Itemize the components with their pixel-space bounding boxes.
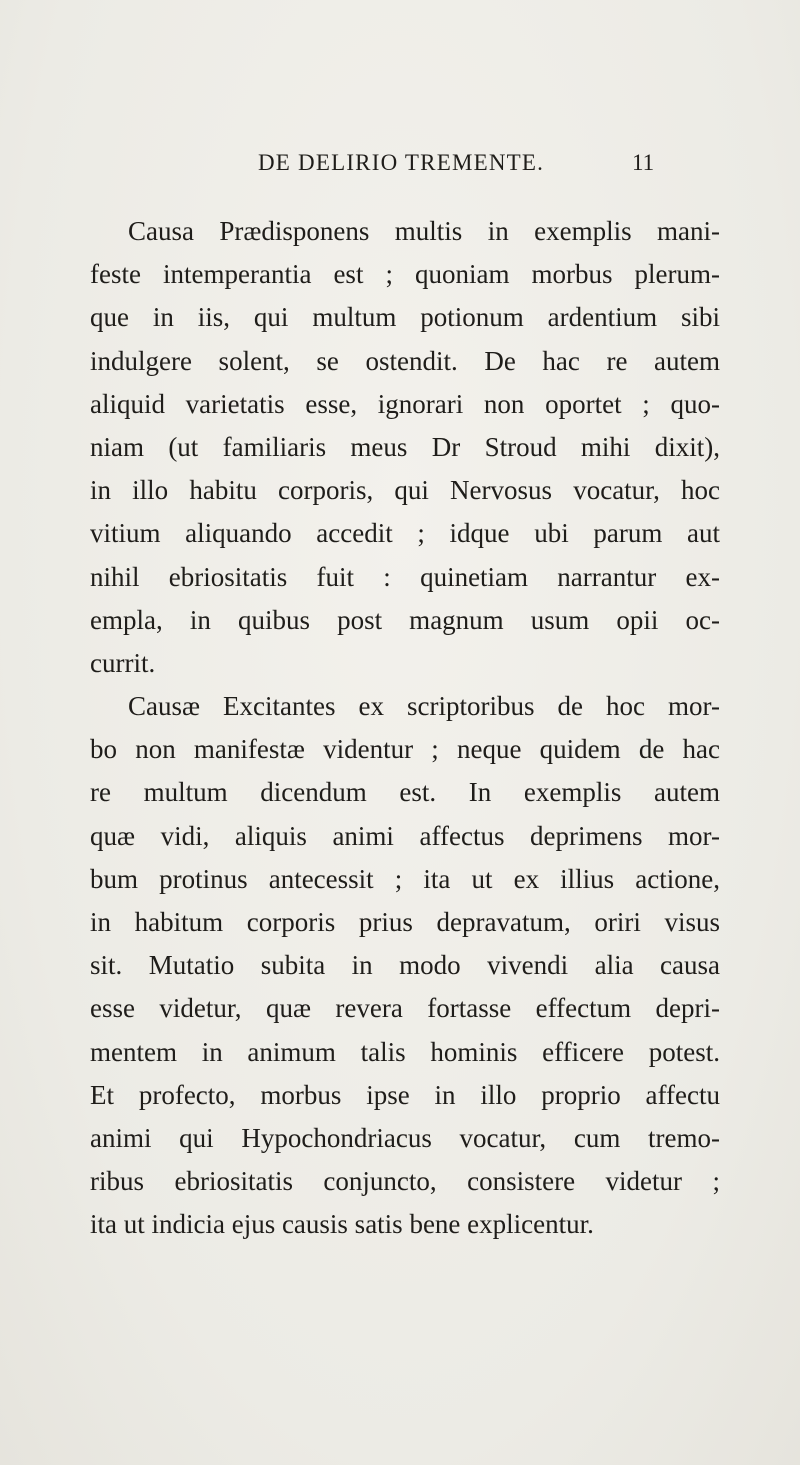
text-line: ita ut indicia ejus causis satis bene explicentur. [90, 1209, 594, 1240]
text-line: nihil ebriositatis fuit : quinetiam narrantur ex- [90, 561, 720, 592]
text-line: vitium aliquando accedit ; idque ubi parum aut [90, 518, 720, 549]
text-line: Et profecto, morbus ipse in illo proprio affectu [90, 1079, 720, 1110]
text-line: empla, in quibus post magnum usum opii oc- [90, 604, 720, 635]
text-line: sit. Mutatio subita in modo vivendi alia causa [90, 950, 720, 981]
text-line: mentem in animum talis hominis efficere potest. [90, 1036, 720, 1067]
running-title: DE DELIRIO TREMENTE. [258, 150, 545, 175]
text-line: aliquid varietatis esse, ignorari non oportet ; quo- [90, 388, 720, 419]
text-line: in illo habitu corporis, qui Nervosus vocatur, hoc [90, 475, 720, 506]
text-line: bo non manifestæ videntur ; neque quidem de hac [90, 734, 720, 765]
text-line: currit. [90, 647, 156, 678]
text-line: animi qui Hypochondriacus vocatur, cum tremo- [90, 1122, 720, 1153]
text-line: in habitum corporis prius depravatum, oriri visus [90, 907, 720, 937]
page-number: 11 [632, 150, 655, 175]
running-head [0, 150, 800, 190]
text-line: bum protinus antecessit ; ita ut ex illius actione, [90, 863, 720, 894]
paragraph-causae-excitantes [90, 685, 720, 1246]
body-text [90, 210, 720, 1247]
text-line: indulgere solent, se ostendit. De hac re autem [90, 345, 720, 376]
text-line: ribus ebriositatis conjuncto, consistere videtur ; [90, 1166, 720, 1197]
text-line: re multum dicendum est. In exemplis autem [90, 777, 720, 808]
text-line: feste intemperantia est ; quoniam morbus plerum- [90, 259, 720, 290]
text-line: esse videtur, quæ revera fortasse effectum depri- [90, 993, 720, 1024]
text-line: niam (ut familiaris meus Dr Stroud mihi dixit), [90, 431, 720, 462]
paragraph-causa-praedisponens [90, 210, 720, 685]
text-line: que in iis, qui multum potionum ardentium sibi [90, 302, 720, 333]
text-line: Causæ Excitantes ex scriptoribus de hoc mor- [128, 691, 720, 722]
text-line: quæ vidi, aliquis animi affectus deprimens mor- [90, 820, 720, 851]
text-line: Causa Prædisponens multis in exemplis mani- [128, 216, 720, 246]
